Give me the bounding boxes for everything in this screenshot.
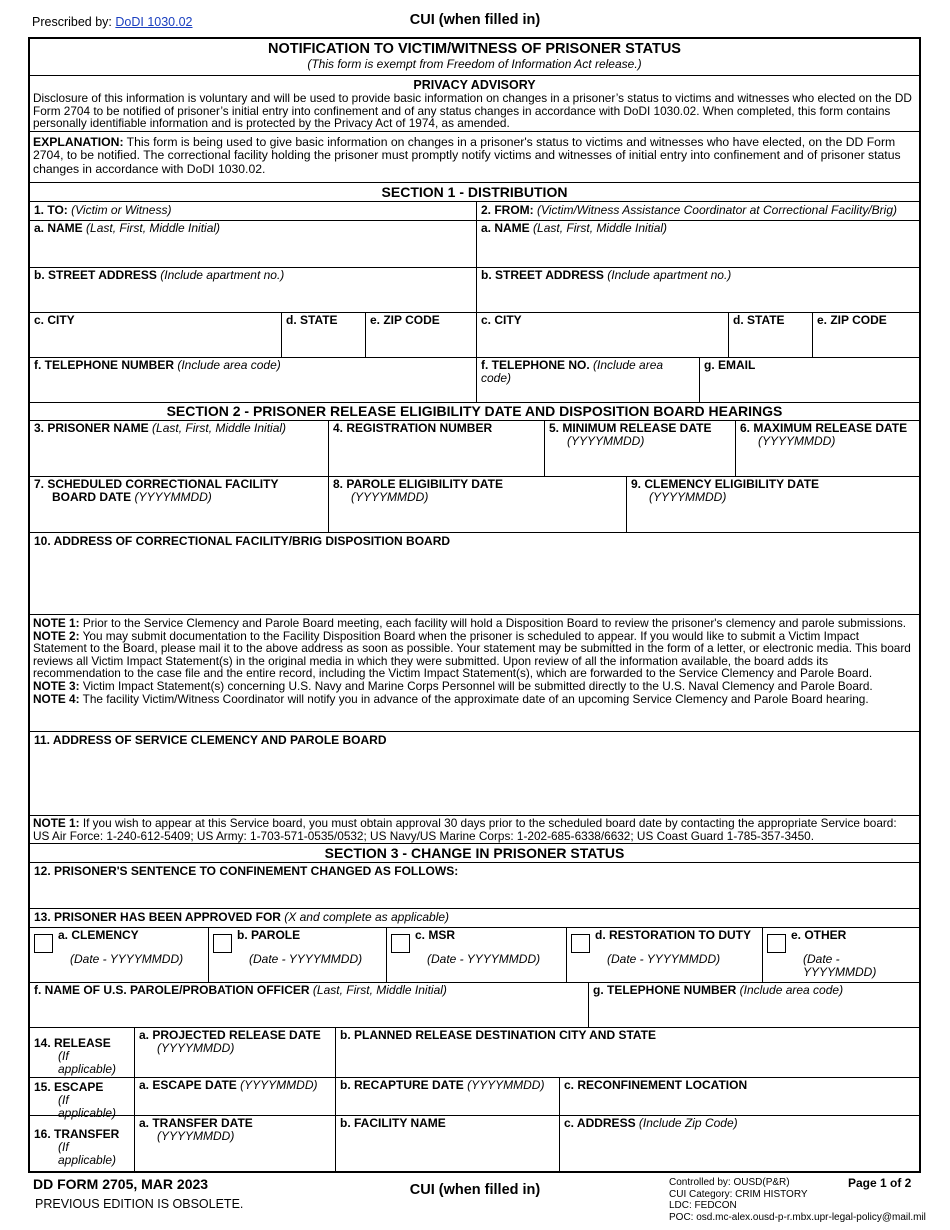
controlled-by: Controlled by: OUSD(P&R): [669, 1177, 790, 1188]
parole-officer-name-field[interactable]: f. NAME OF U.S. PAROLE/PROBATION OFFICER (Last, First, Middle Initial): [34, 983, 447, 997]
form-title: NOTIFICATION TO VICTIM/WITNESS OF PRISONER STATUS: [268, 41, 681, 57]
note-1: NOTE 1: Prior to the Service Clemency and Parole Board meeting, each facility will hold a Disposition Board to review the prisoner's clemency and parole submissions.: [33, 616, 907, 630]
city-state-zip-row: [30, 313, 919, 358]
prisoner-row: [30, 421, 919, 477]
parole-officer-row: [30, 983, 919, 1028]
recapture-date-field[interactable]: b. RECAPTURE DATE (YYYYMMDD): [335, 1078, 559, 1115]
restoration-option[interactable]: d. RESTORATION TO DUTY (Date - YYYYMMDD): [566, 928, 762, 982]
notes-text: [30, 615, 919, 705]
to-telephone-field[interactable]: f. TELEPHONE NUMBER (Include area code): [34, 358, 281, 372]
from-telephone-field[interactable]: f. TELEPHONE NO. (Include area code): [476, 358, 699, 402]
from-city-field[interactable]: c. CITY: [476, 313, 728, 357]
explanation-text: EXPLANATION: This form is being used to give basic information on changes in a prisoner's status to victims and witnesses who have elected, on the DD Form 2704, to be notified. The correctional facility holding the prisoner must promptly notify victims and witnesses of initial entry into confinement and of prisoner status changes in accordance with DoDI 1030.02.: [33, 135, 901, 176]
sentence-changed-field[interactable]: 12. PRISONER'S SENTENCE TO CONFINEMENT CHANGED AS FOLLOWS:: [30, 863, 919, 909]
parole-option[interactable]: b. PAROLE (Date - YYYYMMDD): [208, 928, 386, 982]
approved-for-header: 13. PRISONER HAS BEEN APPROVED FOR (X and complete as applicable): [30, 909, 919, 928]
parole-officer-phone-field[interactable]: g. TELEPHONE NUMBER (Include area code): [588, 983, 919, 1027]
ldc: LDC: FEDCON: [669, 1200, 737, 1211]
release-destination-field[interactable]: b. PLANNED RELEASE DESTINATION CITY AND STATE: [335, 1028, 919, 1077]
escape-label: 15. ESCAPE (If applicable): [34, 1080, 117, 1120]
from-email-field[interactable]: g. EMAIL: [699, 358, 919, 402]
parole-eligibility-date-field[interactable]: 8. PAROLE ELIGIBILITY DATE (YYYYMMDD): [328, 477, 626, 532]
clemency-option[interactable]: a. CLEMENCY (Date - YYYYMMDD): [30, 928, 208, 982]
form-title-row: [30, 39, 919, 76]
registration-number-field[interactable]: 4. REGISTRATION NUMBER: [328, 421, 544, 476]
from-name-field[interactable]: a. NAME (Last, First, Middle Initial): [476, 221, 919, 267]
note-3: NOTE 3: Victim Impact Statement(s) concerning U.S. Navy and Marine Corps Personnel will be submitted directly to the U.S. Naval Clemency and Parole Board.: [33, 678, 873, 693]
note-4: NOTE 4: The facility Victim/Witness Coordinator will notify you in advance of the approximate date of an upcoming Service Clemency and Parole Board hearing.: [33, 691, 869, 706]
obsolete-note: PREVIOUS EDITION IS OBSOLETE.: [35, 1197, 244, 1211]
form-id: DD FORM 2705, MAR 2023: [33, 1176, 209, 1192]
parole-checkbox[interactable]: [213, 934, 232, 953]
from-label: 2. FROM: (Victim/Witness Assistance Coordinator at Correctional Facility/Brig): [476, 202, 919, 220]
foia-exempt-note: (This form is exempt from Freedom of Information Act release.): [307, 57, 642, 71]
min-release-date-field[interactable]: 5. MINIMUM RELEASE DATE (YYYYMMDD): [544, 421, 735, 476]
section-3-title: SECTION 3 - CHANGE IN PRISONER STATUS: [30, 844, 919, 863]
escape-date-field[interactable]: a. ESCAPE DATE (YYYYMMDD): [134, 1078, 335, 1115]
to-label: 1. TO: (Victim or Witness): [34, 203, 172, 217]
privacy-text: Disclosure of this information is voluntary and will be used to provide basic information on changes in a prisoner’s status to victims and witnesses who elected on the DD Form 2704 to be notified of prisoner’s initial entry into confinement and of any status changes in accordance with DoDI 1030.02. When completed, this form contains personally identifiable information and is protected by the Privacy Act of 1974, as amended.: [33, 91, 912, 131]
clemency-board-address-field[interactable]: 11. ADDRESS OF SERVICE CLEMENCY AND PAROLE BOARD: [30, 732, 919, 816]
note-2: NOTE 2: You may submit documentation to the Facility Disposition Board when the prisoner is scheduled to appear. If you would like to submit a Victim Impact Statement to the Board, please mail it to the above address as soon as possible. Your statement may be submitted in the form of a letter, or electronic media. This board reviews all Victim Impact Statement(s) in the original media in which they were submitted. Upon review of all the information available, the board adds its recommendation to the case file and the entire record, including the Victim Impact Statement(s), which are forwarded to the Service Clemency and Parole Board.: [33, 628, 911, 681]
other-checkbox[interactable]: [767, 934, 786, 953]
prescribed-by: Prescribed by: DoDI 1030.02: [32, 15, 193, 29]
from-state-field[interactable]: d. STATE: [728, 313, 812, 357]
facility-name-field[interactable]: b. FACILITY NAME: [335, 1116, 559, 1171]
to-city-field[interactable]: c. CITY: [34, 313, 75, 327]
cui-marking-top: CUI (when filled in): [409, 12, 541, 28]
form-body: [28, 37, 921, 1173]
projected-release-date-field[interactable]: a. PROJECTED RELEASE DATE (YYYYMMDD): [134, 1028, 335, 1077]
service-board-note: NOTE 1: If you wish to appear at this Service board, you must obtain approval 30 days prior to the scheduled board date by contacting the appropriate Service board: US Air Force: 1-240-612-5409; US Army: 1-703-571-0535/0532; US Navy/US Marine Corps: 1-202-685-6338/6632; US Coast Guard 1-785-357-3450.: [30, 816, 919, 844]
name-row: [30, 221, 919, 268]
clemency-eligibility-date-field[interactable]: 9. CLEMENCY ELIGIBILITY DATE (YYYYMMDD): [626, 477, 919, 532]
section-1-title: SECTION 1 - DISTRIBUTION: [30, 183, 919, 202]
poc: POC: osd.mc-alex.ousd-p-r.mbx.upr-legal-policy@mail.mil: [669, 1211, 926, 1223]
from-street-field[interactable]: b. STREET ADDRESS (Include apartment no.): [476, 268, 919, 312]
privacy-advisory: [30, 76, 919, 132]
page-number: Page 1 of 2: [848, 1176, 912, 1190]
msr-option[interactable]: c. MSR (Date - YYYYMMDD): [386, 928, 566, 982]
restoration-checkbox[interactable]: [571, 934, 590, 953]
facility-board-date-field[interactable]: 7. SCHEDULED CORRECTIONAL FACILITY BOARD DATE (YYYYMMDD): [34, 477, 279, 504]
to-zip-field[interactable]: e. ZIP CODE: [365, 313, 476, 357]
release-label: 14. RELEASE (If applicable): [34, 1036, 117, 1076]
section-2-title: SECTION 2 - PRISONER RELEASE ELIGIBILITY DATE AND DISPOSITION BOARD HEARINGS: [30, 403, 919, 421]
max-release-date-field[interactable]: 6. MAXIMUM RELEASE DATE (YYYYMMDD): [735, 421, 919, 476]
msr-checkbox[interactable]: [391, 934, 410, 953]
board-dates-row: [30, 477, 919, 533]
escape-row: [30, 1078, 919, 1120]
approved-for-row: [30, 928, 919, 983]
explanation: [30, 132, 919, 183]
section-2-notes: [30, 615, 919, 732]
reconfinement-location-field[interactable]: c. RECONFINEMENT LOCATION: [559, 1078, 919, 1115]
cui-marking-bottom: CUI (when filled in): [409, 1182, 541, 1198]
to-street-field[interactable]: b. STREET ADDRESS (Include apartment no.): [34, 268, 285, 282]
transfer-address-field[interactable]: c. ADDRESS (Include Zip Code): [559, 1116, 919, 1171]
to-state-field[interactable]: d. STATE: [281, 313, 365, 357]
cui-category: CUI Category: CRIM HISTORY: [669, 1188, 808, 1200]
transfer-row: [30, 1116, 919, 1171]
disposition-board-address-field[interactable]: 10. ADDRESS OF CORRECTIONAL FACILITY/BRIG DISPOSITION BOARD: [30, 533, 919, 615]
clemency-checkbox[interactable]: [34, 934, 53, 953]
release-row: [30, 1028, 919, 1078]
transfer-date-field[interactable]: a. TRANSFER DATE (YYYYMMDD): [134, 1116, 335, 1171]
transfer-label: 16. TRANSFER (If applicable): [34, 1127, 120, 1167]
to-name-field[interactable]: a. NAME (Last, First, Middle Initial): [34, 221, 221, 235]
from-zip-field[interactable]: e. ZIP CODE: [812, 313, 919, 357]
privacy-title: PRIVACY ADVISORY: [413, 78, 536, 92]
prisoner-name-field[interactable]: 3. PRISONER NAME (Last, First, Middle Initial): [34, 421, 287, 435]
to-from-row: [30, 202, 919, 221]
dodi-link[interactable]: DoDI 1030.02: [115, 15, 193, 29]
street-row: [30, 268, 919, 313]
other-option[interactable]: e. OTHER (Date - YYYYMMDD): [762, 928, 919, 982]
telephone-row: [30, 358, 919, 403]
